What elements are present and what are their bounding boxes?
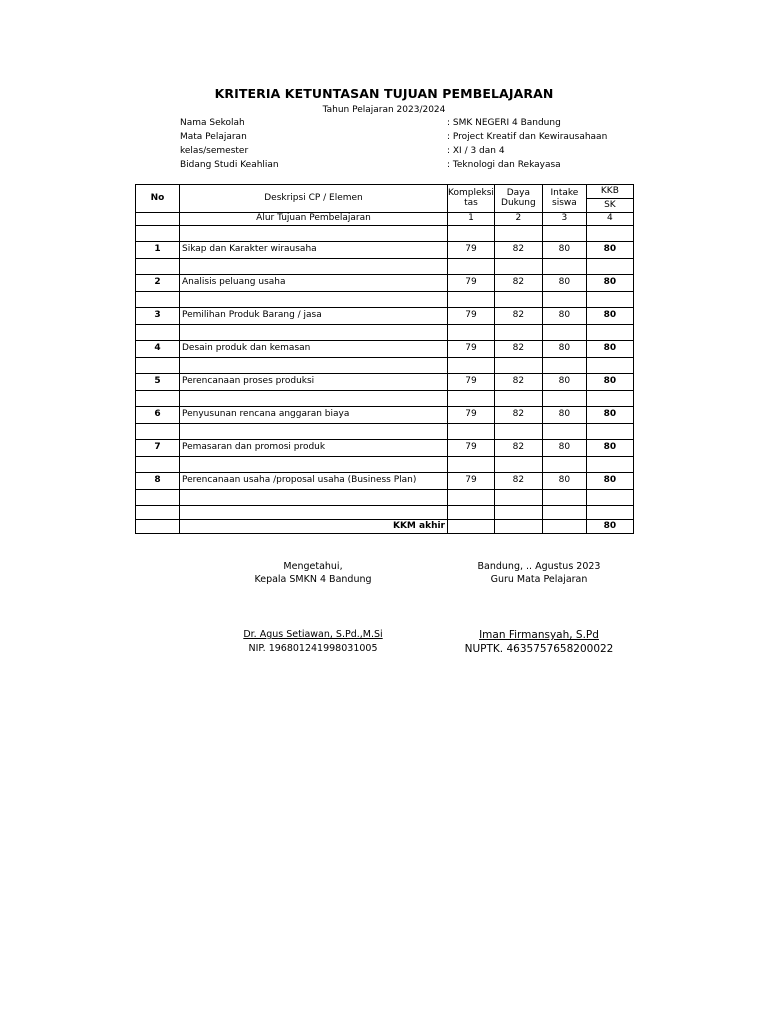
spacer-cell [180, 506, 448, 520]
header-blank [136, 213, 180, 226]
row-daya-dukung: 82 [494, 473, 542, 490]
academic-year: Tahun Pelajaran 2023/2024 [322, 105, 446, 115]
spacer-cell [180, 457, 448, 473]
info-label-school: Nama Sekolah [180, 118, 245, 128]
spacer-cell [448, 391, 495, 407]
spacer-cell [180, 325, 448, 341]
header-deskripsi: Deskripsi CP / Elemen [180, 185, 448, 213]
row-description: Analisis peluang usaha [180, 275, 448, 292]
spacer-cell [494, 490, 542, 506]
spacer-cell [180, 358, 448, 374]
spacer-cell [542, 325, 586, 341]
table-spacer-row [136, 292, 634, 308]
sign-left-id: NIP. 196801241998031005 [248, 643, 378, 654]
row-description: Pemasaran dan promosi produk [180, 440, 448, 457]
header-num-3: 3 [542, 213, 586, 226]
row-kompleksitas: 79 [448, 341, 495, 358]
spacer-cell [494, 325, 542, 341]
table-row [136, 275, 634, 292]
spacer-cell [586, 226, 633, 242]
row-kkb: 80 [586, 275, 633, 292]
header-sk: SK [586, 199, 633, 213]
spacer-cell [586, 506, 633, 520]
header-num-1: 1 [448, 213, 495, 226]
spacer-cell [448, 424, 495, 440]
row-daya-dukung: 82 [494, 242, 542, 259]
spacer-cell [448, 457, 495, 473]
spacer-cell [494, 506, 542, 520]
row-no: 2 [136, 275, 180, 292]
row-kkb: 80 [586, 473, 633, 490]
spacer-cell [494, 424, 542, 440]
spacer-cell [494, 391, 542, 407]
row-kompleksitas: 79 [448, 308, 495, 325]
row-no: 7 [136, 440, 180, 457]
table-row [136, 440, 634, 457]
spacer-cell [542, 391, 586, 407]
table-row [136, 407, 634, 424]
info-label-field: Bidang Studi Keahlian [180, 160, 279, 170]
sign-right-line1: Bandung, .. Agustus 2023 [477, 561, 601, 572]
table-row [136, 374, 634, 391]
header-kkb: KKB [586, 185, 633, 199]
row-daya-dukung: 82 [494, 374, 542, 391]
table-row [136, 341, 634, 358]
header-no: No [136, 185, 180, 213]
spacer-cell [448, 325, 495, 341]
table-spacer-row [136, 391, 634, 407]
row-intake: 80 [542, 308, 586, 325]
kkm-blank [136, 520, 180, 534]
info-value-field: : Teknologi dan Rekayasa [447, 160, 561, 170]
table-spacer-row [136, 457, 634, 473]
spacer-cell [542, 226, 586, 242]
spacer-cell [136, 292, 180, 308]
sign-left-line2: Kepala SMKN 4 Bandung [254, 574, 372, 585]
kkm-blank [542, 520, 586, 534]
spacer-cell [448, 358, 495, 374]
spacer-cell [586, 490, 633, 506]
row-intake: 80 [542, 440, 586, 457]
spacer-cell [180, 226, 448, 242]
spacer-cell [494, 457, 542, 473]
spacer-cell [542, 424, 586, 440]
spacer-cell [448, 259, 495, 275]
table-spacer-row [136, 506, 634, 520]
row-description: Perencanaan proses produksi [180, 374, 448, 391]
row-description: Sikap dan Karakter wirausaha [180, 242, 448, 259]
row-kompleksitas: 79 [448, 275, 495, 292]
row-intake: 80 [542, 374, 586, 391]
row-daya-dukung: 82 [494, 440, 542, 457]
header-alur: Alur Tujuan Pembelajaran [180, 213, 448, 226]
spacer-cell [586, 358, 633, 374]
spacer-cell [180, 391, 448, 407]
row-daya-dukung: 82 [494, 407, 542, 424]
spacer-cell [586, 259, 633, 275]
spacer-cell [586, 391, 633, 407]
row-kompleksitas: 79 [448, 374, 495, 391]
spacer-cell [136, 424, 180, 440]
spacer-cell [542, 490, 586, 506]
spacer-cell [180, 259, 448, 275]
kkm-value: 80 [586, 520, 633, 534]
row-description: Perencanaan usaha /proposal usaha (Business Plan) [180, 473, 448, 490]
sign-left-line1: Mengetahui, [283, 561, 343, 572]
row-intake: 80 [542, 275, 586, 292]
info-value-class: : XI / 3 dan 4 [447, 146, 505, 156]
row-kompleksitas: 79 [448, 242, 495, 259]
table-spacer-row [136, 325, 634, 341]
header-num-2: 2 [494, 213, 542, 226]
header-intake: Intake siswa [542, 185, 586, 213]
row-no: 5 [136, 374, 180, 391]
row-kkb: 80 [586, 341, 633, 358]
kkm-blank [448, 520, 495, 534]
row-description: Pemilihan Produk Barang / jasa [180, 308, 448, 325]
spacer-cell [448, 292, 495, 308]
header-daya-dukung: Daya Dukung [494, 185, 542, 213]
spacer-cell [136, 490, 180, 506]
row-daya-dukung: 82 [494, 308, 542, 325]
kkm-final-row [136, 520, 634, 534]
row-daya-dukung: 82 [494, 341, 542, 358]
row-intake: 80 [542, 341, 586, 358]
spacer-cell [542, 292, 586, 308]
sign-right-id: NUPTK. 4635757658200022 [464, 643, 614, 655]
row-no: 8 [136, 473, 180, 490]
row-no: 3 [136, 308, 180, 325]
spacer-cell [448, 490, 495, 506]
spacer-cell [542, 358, 586, 374]
info-label-class: kelas/semester [180, 146, 249, 156]
spacer-cell [180, 424, 448, 440]
table-spacer-row [136, 490, 634, 506]
sign-left-name: Dr. Agus Setiawan, S.Pd.,M.Si [243, 629, 383, 640]
table-spacer-row [136, 358, 634, 374]
kkm-blank [494, 520, 542, 534]
spacer-cell [136, 259, 180, 275]
spacer-cell [448, 506, 495, 520]
row-kompleksitas: 79 [448, 473, 495, 490]
spacer-cell [586, 424, 633, 440]
spacer-cell [542, 457, 586, 473]
row-no: 4 [136, 341, 180, 358]
row-kkb: 80 [586, 440, 633, 457]
header-kompleksitas: Kompleksi tas [448, 185, 495, 213]
info-value-school: : SMK NEGERI 4 Bandung [447, 118, 561, 128]
spacer-cell [494, 292, 542, 308]
row-intake: 80 [542, 407, 586, 424]
spacer-cell [136, 457, 180, 473]
row-no: 1 [136, 242, 180, 259]
table-spacer-row [136, 424, 634, 440]
row-kkb: 80 [586, 407, 633, 424]
row-description: Penyusunan rencana anggaran biaya [180, 407, 448, 424]
spacer-cell [586, 457, 633, 473]
table-spacer-row [136, 259, 634, 275]
spacer-cell [136, 506, 180, 520]
row-kkb: 80 [586, 308, 633, 325]
spacer-cell [586, 325, 633, 341]
row-daya-dukung: 82 [494, 275, 542, 292]
header-num-4: 4 [586, 213, 633, 226]
spacer-cell [542, 259, 586, 275]
row-kkb: 80 [586, 242, 633, 259]
kkm-label: KKM akhir [180, 520, 448, 534]
kkm-table [135, 184, 634, 534]
table-spacer-row [136, 226, 634, 242]
row-kkb: 80 [586, 374, 633, 391]
sign-right-line2: Guru Mata Pelajaran [490, 574, 588, 585]
spacer-cell [136, 391, 180, 407]
spacer-cell [586, 292, 633, 308]
row-no: 6 [136, 407, 180, 424]
table-row [136, 308, 634, 325]
row-kompleksitas: 79 [448, 440, 495, 457]
spacer-cell [494, 259, 542, 275]
row-intake: 80 [542, 473, 586, 490]
row-description: Desain produk dan kemasan [180, 341, 448, 358]
row-kompleksitas: 79 [448, 407, 495, 424]
spacer-cell [448, 226, 495, 242]
document-title: KRITERIA KETUNTASAN TUJUAN PEMBELAJARAN [214, 86, 554, 101]
sign-right-name: Iman Firmansyah, S.Pd [479, 629, 599, 641]
info-label-subject: Mata Pelajaran [180, 132, 247, 142]
row-intake: 80 [542, 242, 586, 259]
table-row [136, 473, 634, 490]
table-row [136, 242, 634, 259]
spacer-cell [180, 292, 448, 308]
spacer-cell [136, 325, 180, 341]
spacer-cell [494, 226, 542, 242]
spacer-cell [494, 358, 542, 374]
spacer-cell [136, 358, 180, 374]
spacer-cell [136, 226, 180, 242]
spacer-cell [180, 490, 448, 506]
spacer-cell [542, 506, 586, 520]
info-value-subject: : Project Kreatif dan Kewirausahaan [447, 132, 608, 142]
